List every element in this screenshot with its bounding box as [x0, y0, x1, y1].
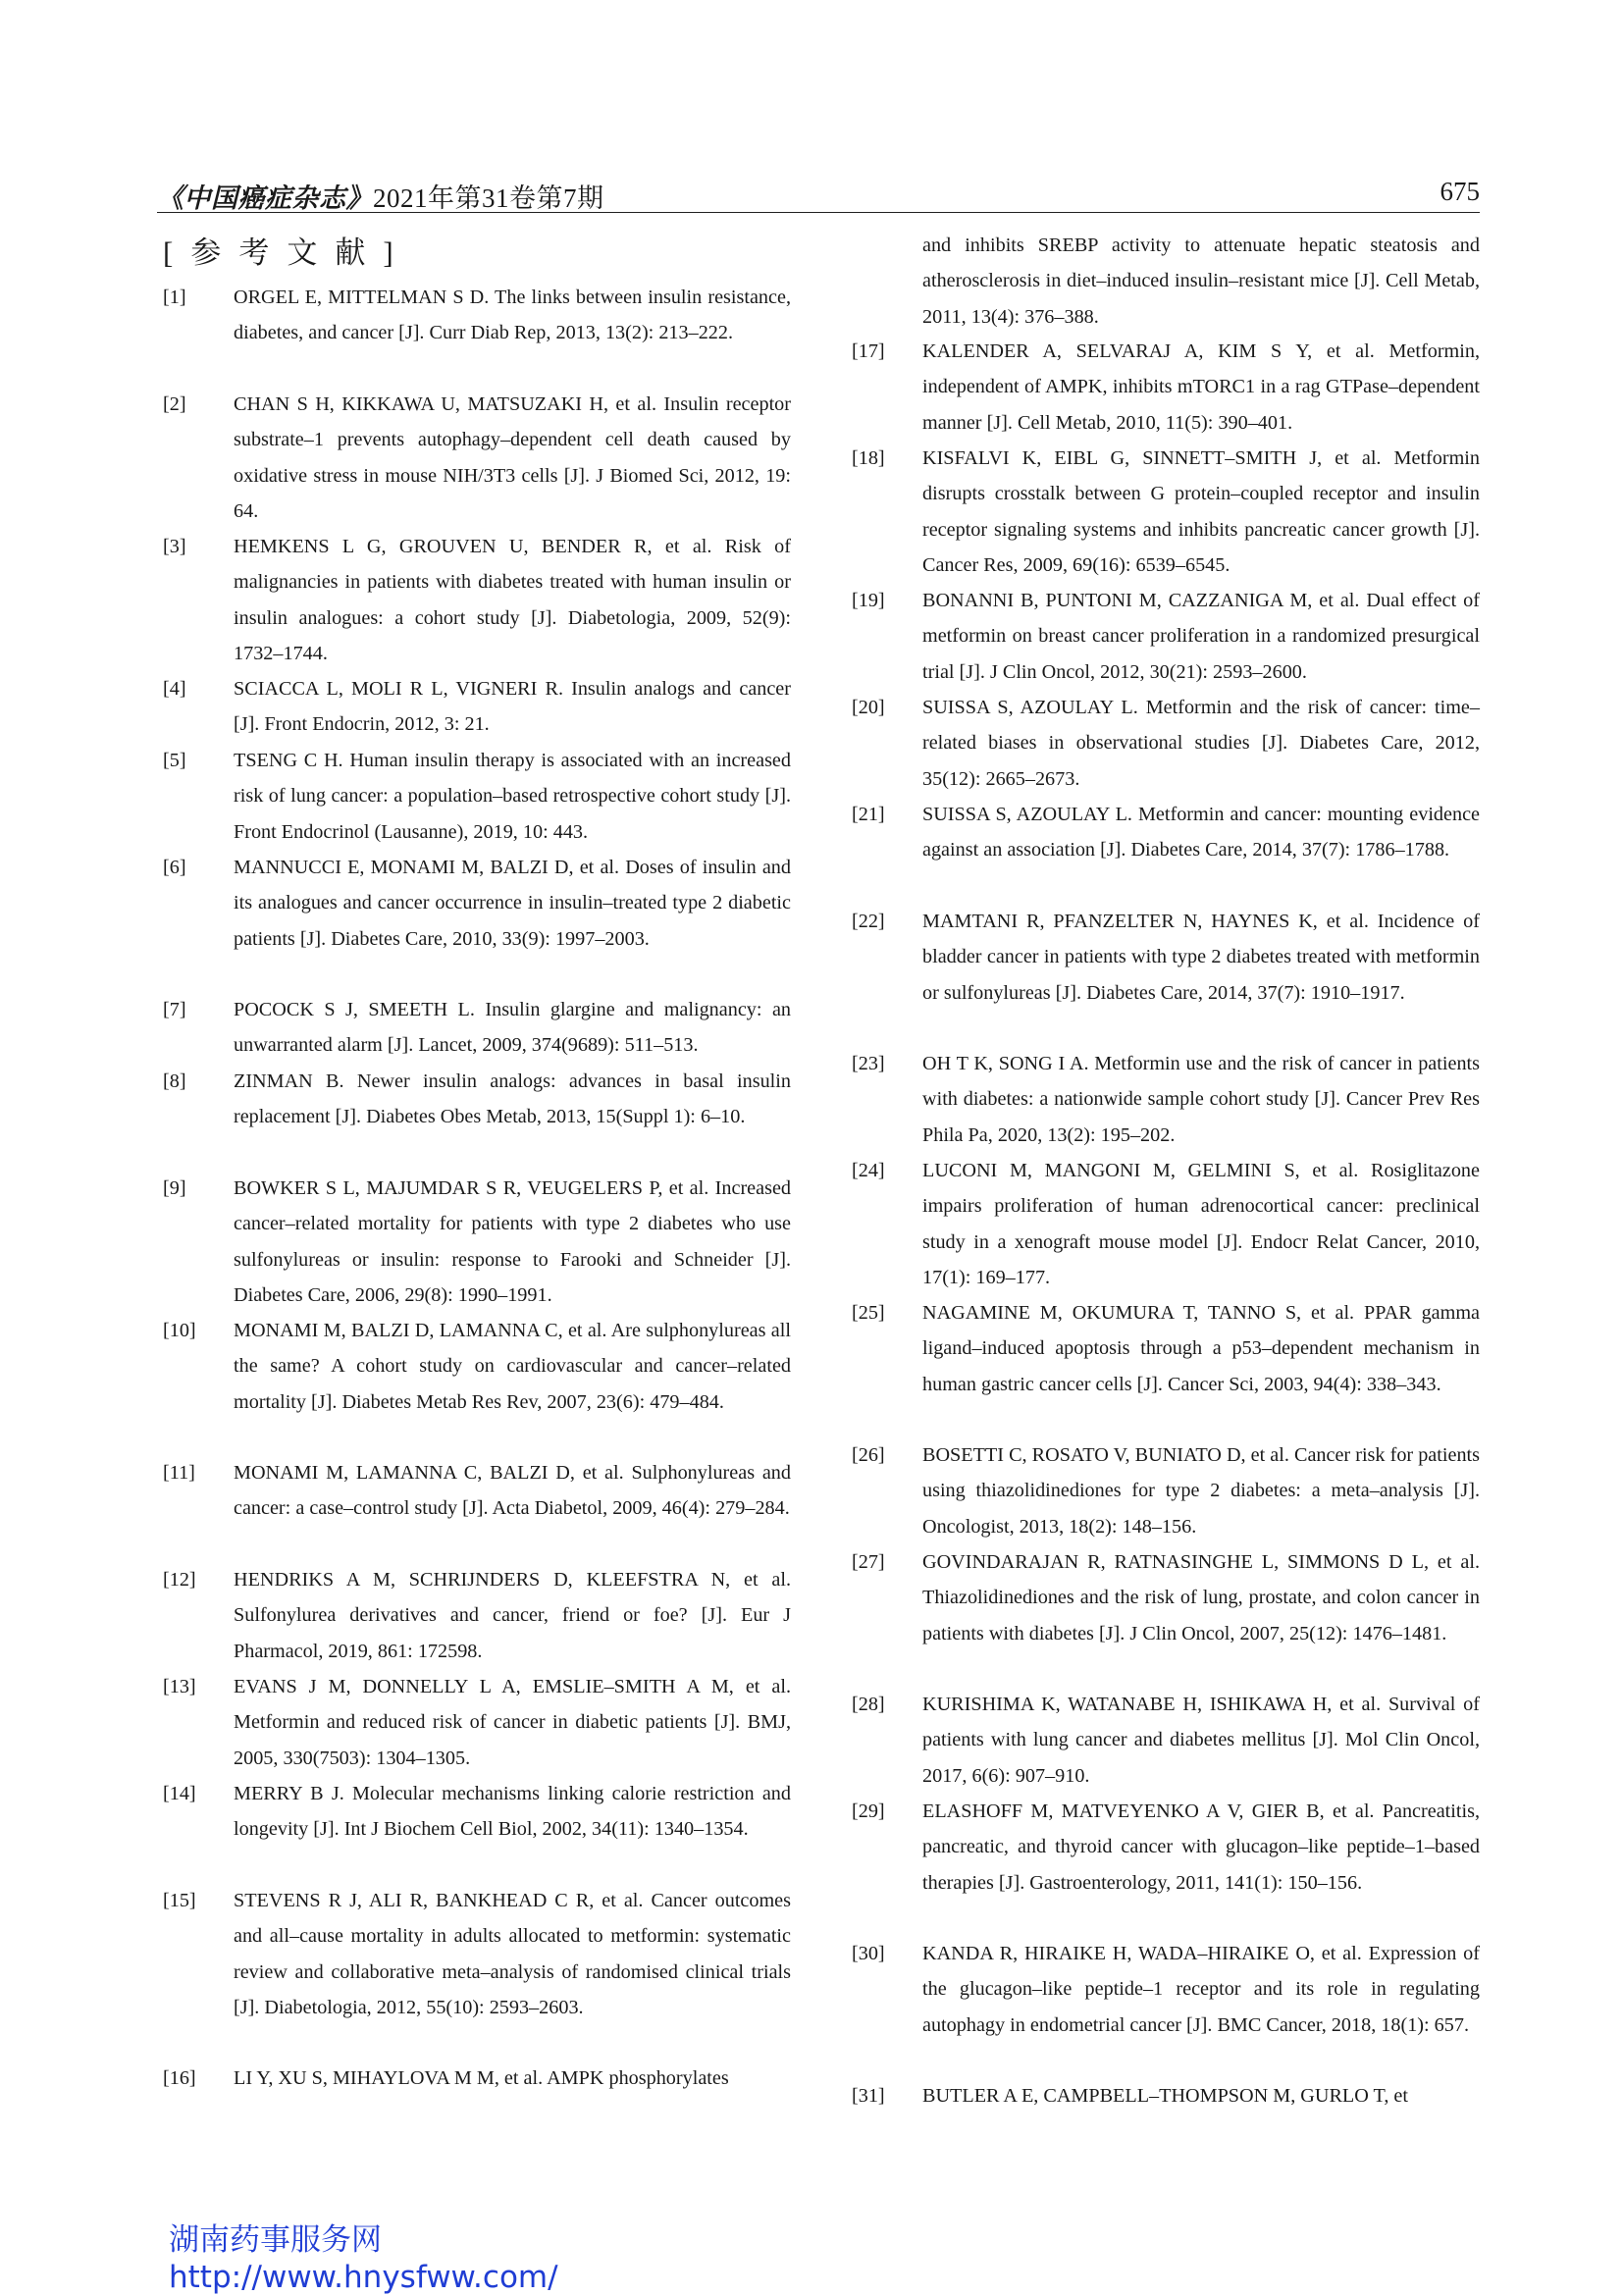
- reference-text: MANNUCCI E, MONAMI M, BALZI D, et al. Doses of insulin and its analogues and cancer occurrence in insulin–treated type 2 diabetic patients [J]. Diabetes Care, 2010, 33(9): 1997–2003.: [234, 857, 791, 950]
- reference-number: [15]: [163, 1890, 196, 1911]
- reference-text: KISFALVI K, EIBL G, SINNETT–SMITH J, et al. Metformin disrupts crosstalk between G protein–coupled receptor and insulin receptor signaling systems and inhibits pancreatic cancer growth [J]. Cancer Res, 2009, 69(16): 6539–6545.: [922, 447, 1480, 577]
- reference-item: [163, 743, 791, 850]
- reference-number: [27]: [852, 1551, 885, 1573]
- reference-continuation: and inhibits SREBP activity to attenuate hepatic steatosis and atherosclerosis in diet–induced insulin–resistant mice [J]. Cell Metab, 2011, 13(4): 376–388.: [922, 235, 1480, 328]
- reference-number: [11]: [163, 1462, 195, 1484]
- reference-number: [25]: [852, 1302, 885, 1324]
- reference-item: [852, 1544, 1480, 1651]
- reference-number: [16]: [163, 2067, 196, 2089]
- reference-number: [26]: [852, 1444, 885, 1466]
- reference-item: [852, 690, 1480, 797]
- reference-item: [163, 1669, 791, 1776]
- reference-text: POCOCK S J, SMEETH L. Insulin glargine and malignancy: an unwarranted alarm [J]. Lancet, 2009, 374(9689): 511–513.: [234, 999, 791, 1057]
- reference-number: [5]: [163, 750, 186, 771]
- reference-number: [29]: [852, 1800, 885, 1822]
- reference-number: [30]: [852, 1943, 885, 1964]
- reference-item: [163, 850, 791, 957]
- reference-text: ELASHOFF M, MATVEYENKO A V, GIER B, et al. Pancreatitis, pancreatic, and thyroid cancer with glucagon–like peptide–1–based therapies [J]. Gastroenterology, 2011, 141(1): 150–156.: [922, 1800, 1480, 1894]
- reference-text: NAGAMINE M, OKUMURA T, TANNO S, et al. PPAR gamma ligand–induced apoptosis through a p53–dependent mechanism in human gastric cancer cells [J]. Cancer Sci, 2003, 94(4): 338–343.: [922, 1302, 1480, 1395]
- reference-number: [9]: [163, 1177, 186, 1199]
- reference-text: EVANS J M, DONNELLY L A, EMSLIE–SMITH A M, et al. Metformin and reduced risk of cancer in diabetic patients [J]. BMJ, 2005, 330(7503): 1304–1305.: [234, 1676, 791, 1769]
- reference-text: SUISSA S, AZOULAY L. Metformin and the risk of cancer: time–related biases in observational studies [J]. Diabetes Care, 2012, 35(12): 2665–2673.: [922, 697, 1480, 790]
- reference-number: [12]: [163, 1569, 196, 1591]
- section-title: [参考文献]: [163, 235, 411, 270]
- reference-text: SCIACCA L, MOLI R L, VIGNERI R. Insulin analogs and cancer [J]. Front Endocrin, 2012, 3: 21.: [234, 678, 791, 736]
- reference-text: ORGEL E, MITTELMAN S D. The links between insulin resistance, diabetes, and cancer [J]. Curr Diab Rep, 2013, 13(2): 213–222.: [234, 287, 791, 344]
- reference-item: [163, 2061, 791, 2096]
- reference-number: [6]: [163, 857, 186, 878]
- reference-text: MONAMI M, LAMANNA C, BALZI D, et al. Sulphonylureas and cancer: a case–control study [J]. Acta Diabetol, 2009, 46(4): 279–284.: [234, 1462, 791, 1520]
- reference-number: [1]: [163, 287, 186, 308]
- journal-issue: [157, 177, 604, 215]
- reference-number: [14]: [163, 1783, 196, 1804]
- reference-item: [852, 1046, 1480, 1153]
- reference-item: [163, 1171, 791, 1314]
- reference-item: [852, 2078, 1480, 2113]
- reference-number: [10]: [163, 1320, 196, 1341]
- reference-item: [163, 1455, 791, 1527]
- reference-item: [163, 1562, 791, 1669]
- reference-item: [163, 1883, 791, 2026]
- reference-number: [17]: [852, 340, 885, 362]
- page-number: 675: [1440, 177, 1480, 206]
- reference-number: [23]: [852, 1053, 885, 1074]
- reference-number: [21]: [852, 804, 885, 825]
- reference-item: [163, 1313, 791, 1420]
- reference-item: [163, 1776, 791, 1848]
- site-watermark: [169, 2221, 558, 2296]
- reference-item: [852, 1936, 1480, 2043]
- watermark-url: http://www.hnysfww.com/: [169, 2260, 558, 2295]
- reference-item: [852, 334, 1480, 441]
- reference-item: [852, 441, 1480, 584]
- reference-text: HEMKENS L G, GROUVEN U, BENDER R, et al. Risk of malignancies in patients with diabetes treated with human insulin or insulin analogues: a cohort study [J]. Diabetologia, 2009, 52(9): 1732–1744.: [234, 536, 791, 665]
- reference-item: [163, 1064, 791, 1135]
- reference-item: [163, 280, 791, 351]
- reference-text: OH T K, SONG I A. Metformin use and the risk of cancer in patients with diabetes: a nationwide sample cohort study [J]. Cancer Prev Res Phila Pa, 2020, 13(2): 195–202.: [922, 1053, 1480, 1146]
- reference-text: SUISSA S, AZOULAY L. Metformin and cancer: mounting evidence against an association [J]. Diabetes Care, 2014, 37(7): 1786–1788.: [922, 804, 1480, 861]
- reference-text: MAMTANI R, PFANZELTER N, HAYNES K, et al. Incidence of bladder cancer in patients with type 2 diabetes treated with metformin or sulfonylureas [J]. Diabetes Care, 2014, 37(7): 1910–1917.: [922, 911, 1480, 1004]
- reference-text: HENDRIKS A M, SCHRIJNDERS D, KLEEFSTRA N, et al. Sulfonylurea derivatives and cancer, friend or foe? [J]. Eur J Pharmacol, 2019, 861: 172598.: [234, 1569, 791, 1662]
- reference-item: [852, 583, 1480, 690]
- reference-item: [852, 904, 1480, 1011]
- issue-label: 2021年第31卷第7期: [373, 183, 604, 213]
- reference-text: LI Y, XU S, MIHAYLOVA M M, et al. AMPK phosphorylates: [234, 2067, 729, 2089]
- reference-item: [852, 797, 1480, 868]
- reference-text: BOWKER S L, MAJUMDAR S R, VEUGELERS P, et al. Increased cancer–related mortality for patients with type 2 diabetes who use sulfonylureas or insulin: response to Farooki and Schneider [J]. Diabetes Care, 2006, 29(8): 1990–1991.: [234, 1177, 791, 1307]
- reference-item: [163, 387, 791, 530]
- journal-title: 《中国癌症杂志》: [157, 183, 373, 213]
- reference-number: [2]: [163, 393, 186, 415]
- reference-number: [4]: [163, 678, 186, 700]
- reference-item: [163, 529, 791, 672]
- watermark-site-name: 湖南药事服务网: [169, 2222, 382, 2258]
- reference-text: GOVINDARAJAN R, RATNASINGHE L, SIMMONS D L, et al. Thiazolidinediones and the risk of lung, prostate, and colon cancer in patients with diabetes [J]. J Clin Oncol, 2007, 25(12): 1476–1481.: [922, 1551, 1480, 1644]
- running-header: [157, 175, 1480, 213]
- reference-number: [3]: [163, 536, 186, 557]
- reference-text: MONAMI M, BALZI D, LAMANNA C, et al. Are sulphonylureas all the same? A cohort study on cardiovascular and cancer–related mortality [J]. Diabetes Metab Res Rev, 2007, 23(6): 479–484.: [234, 1320, 791, 1413]
- reference-item: [163, 671, 791, 743]
- reference-number: [8]: [163, 1070, 186, 1092]
- reference-number: [31]: [852, 2085, 885, 2107]
- reference-item: [852, 1437, 1480, 1544]
- reference-text: BONANNI B, PUNTONI M, CAZZANIGA M, et al. Dual effect of metformin on breast cancer proliferation in a randomized presurgical trial [J]. J Clin Oncol, 2012, 30(21): 2593–2600.: [922, 590, 1480, 683]
- reference-item: [852, 1153, 1480, 1296]
- reference-number: [19]: [852, 590, 885, 611]
- reference-text: STEVENS R J, ALI R, BANKHEAD C R, et al. Cancer outcomes and all–cause mortality in adults allocated to metformin: systematic review and collaborative meta–analysis of randomised clinical trials [J]. Diabetologia, 2012, 55(10): 2593–2603.: [234, 1890, 791, 2019]
- reference-number: [13]: [163, 1676, 196, 1697]
- reference-item: [852, 1295, 1480, 1402]
- reference-number: [22]: [852, 911, 885, 932]
- reference-number: [28]: [852, 1694, 885, 1715]
- reference-text: LUCONI M, MANGONI M, GELMINI S, et al. Rosiglitazone impairs proliferation of human adrenocortical cancer: preclinical study in a xenograft mouse model [J]. Endocr Relat Cancer, 2010, 17(1): 169–177.: [922, 1160, 1480, 1289]
- reference-text: BOSETTI C, ROSATO V, BUNIATO D, et al. Cancer risk for patients using thiazolidinediones for type 2 diabetes: a meta–analysis [J]. Oncologist, 2013, 18(2): 148–156.: [922, 1444, 1480, 1538]
- reference-text: CHAN S H, KIKKAWA U, MATSUZAKI H, et al. Insulin receptor substrate–1 prevents autophagy–dependent cell death caused by oxidative stress in mouse NIH/3T3 cells [J]. J Biomed Sci, 2012, 19: 64.: [234, 393, 791, 523]
- reference-text: ZINMAN B. Newer insulin analogs: advances in basal insulin replacement [J]. Diabetes Obes Metab, 2013, 15(Suppl 1): 6–10.: [234, 1070, 791, 1128]
- reference-text: MERRY B J. Molecular mechanisms linking calorie restriction and longevity [J]. Int J Biochem Cell Biol, 2002, 34(11): 1340–1354.: [234, 1783, 791, 1841]
- reference-item: [852, 1687, 1480, 1794]
- reference-number: [20]: [852, 697, 885, 718]
- reference-item: [163, 992, 791, 1064]
- reference-text: KALENDER A, SELVARAJ A, KIM S Y, et al. Metformin, independent of AMPK, inhibits mTORC1 in a rag GTPase–dependent manner [J]. Cell Metab, 2010, 11(5): 390–401.: [922, 340, 1480, 434]
- reference-text: KANDA R, HIRAIKE H, WADA–HIRAIKE O, et al. Expression of the glucagon–like peptide–1 receptor and its role in regulating autophagy in endometrial cancer [J]. BMC Cancer, 2018, 18(1): 657.: [922, 1943, 1480, 2036]
- reference-number: [24]: [852, 1160, 885, 1181]
- reference-text: BUTLER A E, CAMPBELL–THOMPSON M, GURLO T, et: [922, 2085, 1408, 2107]
- reference-number: [7]: [163, 999, 186, 1020]
- reference-number: [18]: [852, 447, 885, 469]
- reference-text: TSENG C H. Human insulin therapy is associated with an increased risk of lung cancer: a population–based retrospective cohort study [J]. Front Endocrinol (Lausanne), 2019, 10: 443.: [234, 750, 791, 843]
- reference-text: KURISHIMA K, WATANABE H, ISHIKAWA H, et al. Survival of patients with lung cancer and diabetes mellitus [J]. Mol Clin Oncol, 2017, 6(6): 907–910.: [922, 1694, 1480, 1787]
- reference-item: [852, 1794, 1480, 1901]
